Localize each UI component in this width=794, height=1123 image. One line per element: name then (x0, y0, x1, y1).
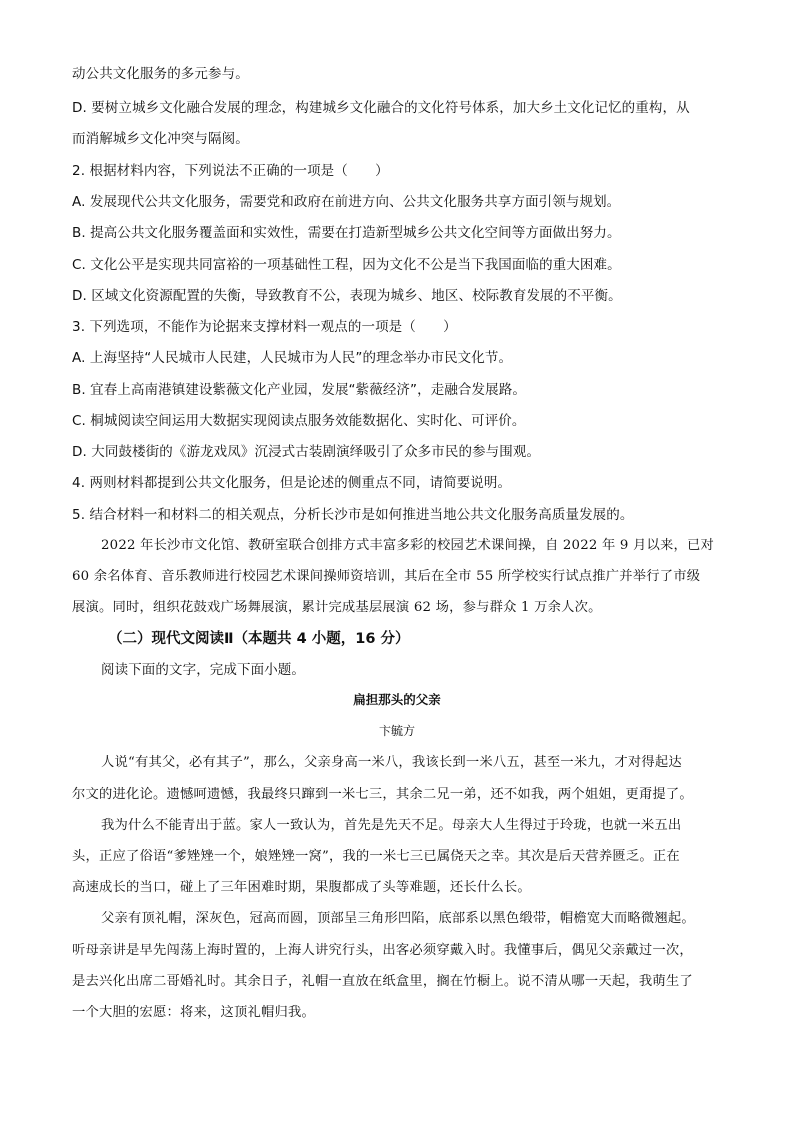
paragraph-1-line-1: 人说“有其父，必有其子”，那么，父亲身高一米八，我该长到一米八五，甚至一米九，才对得起达 (101, 755, 682, 770)
paragraph-1-line-2: 尔文的进化论。遗憾呵遗憾，我最终只蹿到一米七三，其余二兄一弟，还不如我，两个姐姐，更甭提了。 (72, 787, 693, 802)
q3-option-b: B. 宜春上高南港镇建设紫薇文化产业园，发展“紫薇经济”，走融合发展路。 (72, 382, 526, 398)
q5-stem: 5. 结合材料一和材料二的相关观点，分析长沙市是如何推进当地公共文化服务高质量发展的。 (72, 507, 634, 523)
q1-option-d-line-1: D. 要树立城乡文化融合发展的理念，构建城乡文化融合的文化符号体系，加大乡土文化记忆的重构，从 (72, 100, 690, 116)
q3-option-a: A. 上海坚持“人民城市人民建，人民城市为人民”的理念举办市民文化节。 (72, 350, 513, 366)
paragraph-2-line-1: 我为什么不能青出于蓝。家人一致认为，首先是先天不足。母亲大人生得过于玲珑，也就一米五出 (101, 818, 682, 833)
q2-option-b: B. 提高公共文化服务覆盖面和实效性，需要在打造新型城乡公共文化空间等方面做出努力。 (72, 225, 621, 241)
q2-option-d: D. 区域文化资源配置的失衡，导致教育不公，表现为城乡、地区、校际教育发展的不平衡。 (72, 288, 622, 304)
q3-option-d: D. 大同鼓楼街的《游龙戏凤》沉浸式古装剧演绎吸引了众多市民的参与围观。 (72, 444, 541, 460)
paragraph-3-line-1: 父亲有顶礼帽，深灰色，冠高而圆，顶部呈三角形凹陷，底部系以黑色缎带，帽檐宽大而略微翘起。 (101, 911, 695, 926)
paragraph-2-line-2: 头，正应了俗语“爹矬矬一个，娘矬矬一窝”，我的一米七三已属侥天之幸。其次是后天营养匮乏。正在 (72, 849, 680, 864)
q3-option-c: C. 桐城阅读空间运用大数据实现阅读点服务效能数据化、实时化、可评价。 (72, 413, 526, 429)
paragraph-2-line-3: 高速成长的当口，碰上了三年困难时期，果腹都成了头等难题，还长什么长。 (72, 880, 531, 895)
reading-instruction: 阅读下面的文字，完成下面小题。 (101, 662, 305, 678)
paragraph-3-line-4: 一个大胆的宏愿：将来，这顶礼帽归我。 (72, 1005, 315, 1020)
q2-option-a: A. 发展现代公共文化服务，需要党和政府在前进方向、公共文化服务共享方面引领与规划。 (72, 194, 621, 210)
q1-option-d-line-2: 而消解城乡文化冲突与隔阂。 (72, 131, 249, 147)
q5-material-line-1: 2022 年长沙市文化馆、教研室联合创排方式丰富多彩的校园艺术课间操，自 2022 年 9 月以来，已对 (101, 538, 714, 553)
q2-option-c: C. 文化公平是实现共同富裕的一项基础性工程，因为文化不公是当下我国面临的重大困难。 (72, 257, 621, 273)
article-title: 扁担那头的父亲 (353, 692, 441, 707)
paragraph-3-line-3: 是去兴化出席二哥婚礼时。其余日子，礼帽一直放在纸盒里，搁在竹橱上。说不清从哪一天起，我萌生了 (72, 974, 693, 989)
q2-stem: 2. 根据材料内容，下列说法不正确的一项是（ ） (72, 163, 389, 179)
section-heading: （二）现代文阅读Ⅱ（本题共 4 小题，16 分） (108, 631, 410, 647)
article-author: 卞毓方 (378, 724, 415, 738)
q1-option-c-continuation: 动公共文化服务的多元参与。 (72, 66, 249, 82)
q3-stem: 3. 下列选项，不能作为论据来支撑材料一观点的一项是（ ） (72, 319, 457, 335)
q5-material-line-2: 60 余名体育、音乐教师进行校园艺术课间操师资培训，其后在全市 55 所学校实行试点推广并举行了市级 (72, 569, 701, 584)
q5-material-line-3: 展演。同时，组织花鼓戏广场舞展演，累计完成基层展演 62 场，参与群众 1 万余人次。 (72, 600, 602, 615)
q4-stem: 4. 两则材料都提到公共文化服务，但是论述的侧重点不同，请简要说明。 (72, 475, 512, 491)
paragraph-3-line-2: 听母亲讲是早先闯荡上海时置的，上海人讲究行头，出客必须穿戴入时。我懂事后，偶见父亲戴过一次， (72, 943, 693, 958)
